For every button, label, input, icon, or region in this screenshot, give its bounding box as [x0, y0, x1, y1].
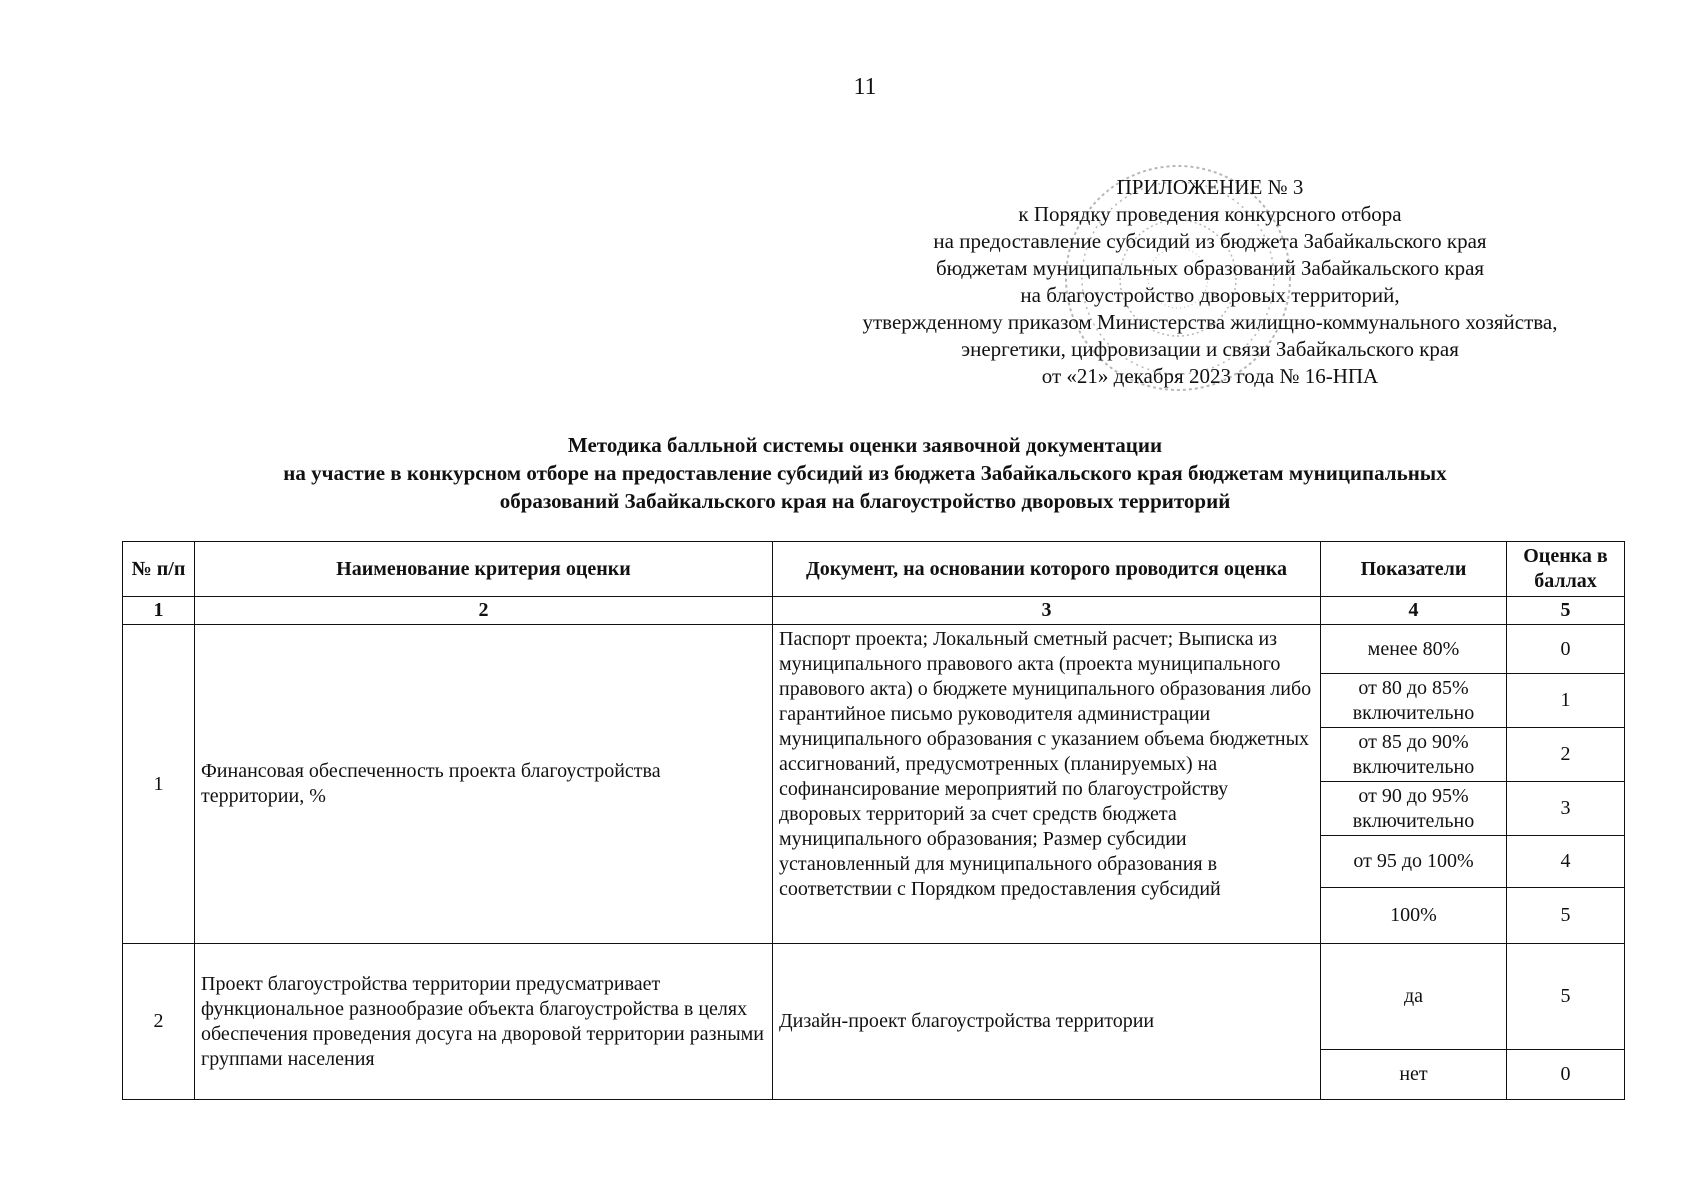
- column-number: 1: [123, 597, 195, 625]
- row-num: 2: [123, 944, 195, 1100]
- indicator-cell: от 95 до 100%: [1321, 836, 1507, 888]
- appendix-line: от «21» декабря 2023 года № 16-НПА: [1041, 364, 1379, 388]
- column-numbers-row: [123, 597, 1625, 625]
- column-number: 5: [1507, 597, 1625, 625]
- row-criterion: Финансовая обеспеченность проекта благоустройства территории, %: [195, 625, 773, 944]
- title-line: Методика балльной системы оценки заявочной документации: [567, 433, 1163, 457]
- row-num: 1: [123, 625, 195, 944]
- score-cell: 0: [1507, 1050, 1625, 1100]
- header-indicators: Показатели: [1321, 542, 1507, 597]
- appendix-block: [780, 174, 1640, 390]
- appendix-line: на благоустройство дворовых территорий,: [1020, 283, 1400, 307]
- title-line: на участие в конкурсном отборе на предоставление субсидий из бюджета Забайкальского края бюджетам муниципальных: [283, 461, 1447, 485]
- indicator-cell: менее 80%: [1321, 625, 1507, 674]
- score-cell: 1: [1507, 674, 1625, 728]
- score-cell: 3: [1507, 782, 1625, 836]
- score-cell: 5: [1507, 888, 1625, 944]
- column-number: 2: [195, 597, 773, 625]
- score-cell: 2: [1507, 728, 1625, 782]
- column-number: 4: [1321, 597, 1507, 625]
- table-header-row: [123, 542, 1625, 597]
- appendix-line: ПРИЛОЖЕНИЕ № 3: [1116, 175, 1304, 199]
- table-row: [123, 625, 1625, 674]
- page-number: 11: [853, 74, 877, 100]
- criteria-table: [122, 541, 1625, 1100]
- indicator-cell: от 80 до 85% включительно: [1321, 674, 1507, 728]
- row-document: Паспорт проекта; Локальный сметный расчет; Выписка из муниципального правового акта (проекта муниципального правового акта) о бюджете муниципального образования либо гарантийное письмо руководителя администрации муниципального образования с указанием объема бюджетных ассигнований, предусмотренных (планируемых) на софинансирование мероприятий по благоустройству дворовых территорий за счет средств бюджета муниципального образования; Размер субсидии установленный для муниципального образования в соответствии с Порядком предоставления субсидий: [773, 625, 1321, 944]
- indicator-cell: от 85 до 90% включительно: [1321, 728, 1507, 782]
- title-line: образований Забайкальского края на благоустройство дворовых территорий: [499, 489, 1231, 513]
- table-row: [123, 944, 1625, 1050]
- indicator-cell: от 90 до 95% включительно: [1321, 782, 1507, 836]
- score-cell: 0: [1507, 625, 1625, 674]
- row-document: Дизайн-проект благоустройства территории: [773, 944, 1321, 1100]
- score-cell: 5: [1507, 944, 1625, 1050]
- appendix-line: энергетики, цифровизации и связи Забайкальского края: [961, 337, 1459, 361]
- document-title: [120, 431, 1610, 515]
- appendix-line: утвержденному приказом Министерства жилищно-коммунального хозяйства,: [862, 310, 1558, 334]
- indicator-cell: да: [1321, 944, 1507, 1050]
- appendix-line: к Порядку проведения конкурсного отбора: [1018, 202, 1402, 226]
- header-criterion: Наименование критерия оценки: [195, 542, 773, 597]
- header-num: № п/п: [123, 542, 195, 597]
- header-document: Документ, на основании которого проводится оценка: [773, 542, 1321, 597]
- appendix-line: бюджетам муниципальных образований Забайкальского края: [935, 256, 1485, 280]
- header-score: Оценка в баллах: [1507, 542, 1625, 597]
- column-number: 3: [773, 597, 1321, 625]
- score-cell: 4: [1507, 836, 1625, 888]
- indicator-cell: нет: [1321, 1050, 1507, 1100]
- appendix-line: на предоставление субсидий из бюджета Забайкальского края: [933, 229, 1487, 253]
- row-criterion: Проект благоустройства территории предусматривает функциональное разнообразие объекта благоустройства в целях обеспечения проведения досуга на дворовой территории разными группами населения: [195, 944, 773, 1100]
- indicator-cell: 100%: [1321, 888, 1507, 944]
